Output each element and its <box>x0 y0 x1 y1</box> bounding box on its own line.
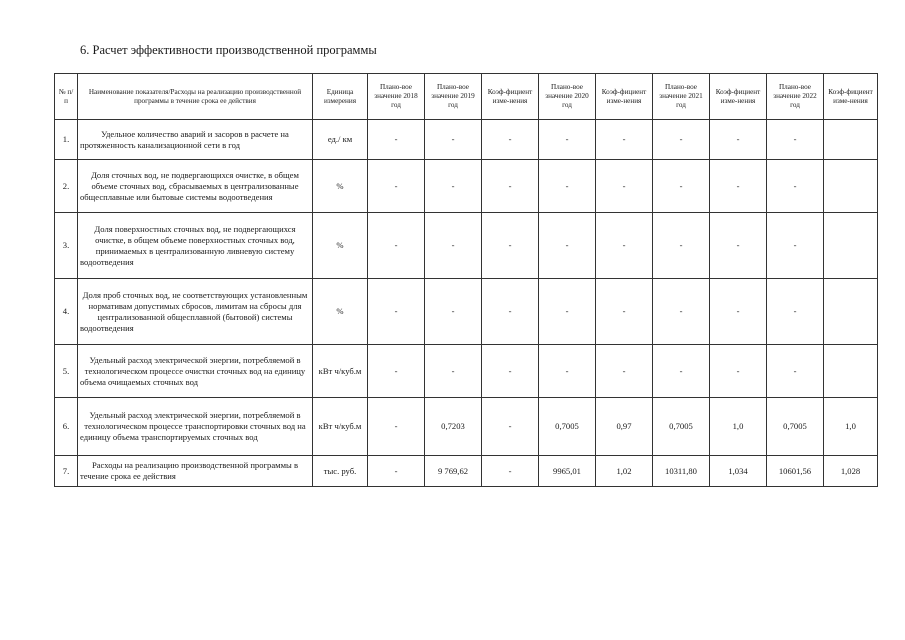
coef-2021-cell: - <box>710 279 767 345</box>
unit-cell: % <box>313 279 368 345</box>
plan-2022-cell: 0,7005 <box>767 398 824 456</box>
coef-2020-cell: - <box>596 279 653 345</box>
coef-2019-cell: - <box>482 160 539 213</box>
plan-2022-cell: - <box>767 120 824 160</box>
col-header-unit: Единица измерения <box>313 74 368 120</box>
coef-2022-cell: 1,0 <box>824 398 878 456</box>
section-title: 6. Расчет эффективности производственной программы <box>80 43 377 57</box>
plan-2018-cell: - <box>368 345 425 398</box>
plan-2021-cell: - <box>653 160 710 213</box>
col-header-name: Наименование показателя/Расходы на реализацию производственной программы в течение срока ее действия <box>78 74 313 120</box>
row-number: 2. <box>55 160 78 213</box>
plan-2022-cell: - <box>767 279 824 345</box>
plan-2020-cell: 0,7005 <box>539 398 596 456</box>
col-header-coef-2021: Коэф-фициент изме-нения <box>710 74 767 120</box>
coef-2019-cell: - <box>482 398 539 456</box>
coef-2022-cell <box>824 213 878 279</box>
indicator-name: Доля сточных вод, не подвергающихся очистке, в общем объеме сточных вод, сбрасываемых в централизованные общесплавные или бытовые системы водоотведения <box>78 160 313 213</box>
efficiency-table <box>54 73 878 487</box>
indicator-name: Удельный расход электрической энергии, потребляемой в технологическом процессе транспортировки сточных вод на единицу объема транспортируемых сточных вод <box>78 398 313 456</box>
coef-2019-cell: - <box>482 213 539 279</box>
plan-2019-cell: - <box>425 120 482 160</box>
plan-2018-cell: - <box>368 160 425 213</box>
table-row <box>55 456 878 487</box>
col-header-plan-2020: Плано-вое значение 2020 год <box>539 74 596 120</box>
plan-2018-cell: - <box>368 398 425 456</box>
unit-cell: % <box>313 160 368 213</box>
table-row <box>55 279 878 345</box>
table-row <box>55 398 878 456</box>
coef-2020-cell: 0,97 <box>596 398 653 456</box>
plan-2020-cell: - <box>539 213 596 279</box>
row-number: 4. <box>55 279 78 345</box>
coef-2022-cell <box>824 345 878 398</box>
row-number: 3. <box>55 213 78 279</box>
plan-2018-cell: - <box>368 456 425 487</box>
plan-2021-cell: - <box>653 279 710 345</box>
coef-2022-cell: 1,028 <box>824 456 878 487</box>
coef-2022-cell <box>824 279 878 345</box>
coef-2020-cell: - <box>596 120 653 160</box>
plan-2019-cell: - <box>425 279 482 345</box>
indicator-name: Доля поверхностных сточных вод, не подвергающихся очистке, в общем объеме поверхностных сточных вод, принимаемых в централизованную ливневую систему водоотведения <box>78 213 313 279</box>
coef-2021-cell: - <box>710 213 767 279</box>
indicator-name: Удельное количество аварий и засоров в расчете на протяженность канализационной сети в год <box>78 120 313 160</box>
coef-2020-cell: - <box>596 160 653 213</box>
plan-2022-cell: - <box>767 213 824 279</box>
plan-2022-cell: 10601,56 <box>767 456 824 487</box>
plan-2021-cell: - <box>653 120 710 160</box>
table-row <box>55 345 878 398</box>
col-header-plan-2019: Плано-вое значение 2019 год <box>425 74 482 120</box>
coef-2022-cell <box>824 120 878 160</box>
col-header-plan-2021: Плано-вое значение 2021 год <box>653 74 710 120</box>
unit-cell: кВт ч/куб.м <box>313 345 368 398</box>
plan-2019-cell: 0,7203 <box>425 398 482 456</box>
plan-2022-cell: - <box>767 345 824 398</box>
col-header-coef-2020: Коэф-фициент изме-нения <box>596 74 653 120</box>
coef-2022-cell <box>824 160 878 213</box>
plan-2018-cell: - <box>368 120 425 160</box>
coef-2021-cell: 1,034 <box>710 456 767 487</box>
table-row <box>55 120 878 160</box>
row-number: 5. <box>55 345 78 398</box>
plan-2021-cell: 10311,80 <box>653 456 710 487</box>
plan-2019-cell: - <box>425 160 482 213</box>
coef-2019-cell: - <box>482 120 539 160</box>
unit-cell: % <box>313 213 368 279</box>
coef-2021-cell: - <box>710 160 767 213</box>
col-header-plan-2022: Плано-вое значение 2022 год <box>767 74 824 120</box>
plan-2018-cell: - <box>368 279 425 345</box>
coef-2019-cell: - <box>482 456 539 487</box>
table-row <box>55 160 878 213</box>
coef-2019-cell: - <box>482 345 539 398</box>
plan-2020-cell: - <box>539 160 596 213</box>
plan-2022-cell: - <box>767 160 824 213</box>
col-header-plan-2018: Плано-вое значение 2018 год <box>368 74 425 120</box>
indicator-name: Расходы на реализацию производственной программы в течение срока ее действия <box>78 456 313 487</box>
col-header-coef-2019: Коэф-фициент изме-нения <box>482 74 539 120</box>
plan-2020-cell: - <box>539 345 596 398</box>
unit-cell: кВт ч/куб.м <box>313 398 368 456</box>
plan-2018-cell: - <box>368 213 425 279</box>
row-number: 6. <box>55 398 78 456</box>
plan-2020-cell: 9965,01 <box>539 456 596 487</box>
plan-2019-cell: - <box>425 213 482 279</box>
header-row <box>55 74 878 120</box>
plan-2021-cell: - <box>653 213 710 279</box>
coef-2021-cell: - <box>710 345 767 398</box>
plan-2021-cell: 0,7005 <box>653 398 710 456</box>
indicator-name: Доля проб сточных вод, не соответствующих установленным нормативам допустимых сбросов, лимитам на сбросы для централизованной общесплавной (бытовой) системы водоотведения <box>78 279 313 345</box>
col-header-num: № п/п <box>55 74 78 120</box>
coef-2020-cell: - <box>596 345 653 398</box>
indicator-name: Удельный расход электрической энергии, потребляемой в технологическом процессе очистки сточных вод на единицу объема очищаемых сточных вод <box>78 345 313 398</box>
coef-2019-cell: - <box>482 279 539 345</box>
coef-2021-cell: 1,0 <box>710 398 767 456</box>
plan-2021-cell: - <box>653 345 710 398</box>
coef-2021-cell: - <box>710 120 767 160</box>
table-row <box>55 213 878 279</box>
plan-2020-cell: - <box>539 279 596 345</box>
row-number: 7. <box>55 456 78 487</box>
coef-2020-cell: 1,02 <box>596 456 653 487</box>
col-header-coef-2022: Коэф-фициент изме-нения <box>824 74 878 120</box>
row-number: 1. <box>55 120 78 160</box>
plan-2019-cell: - <box>425 345 482 398</box>
plan-2019-cell: 9 769,62 <box>425 456 482 487</box>
unit-cell: тыс. руб. <box>313 456 368 487</box>
unit-cell: ед./ км <box>313 120 368 160</box>
plan-2020-cell: - <box>539 120 596 160</box>
coef-2020-cell: - <box>596 213 653 279</box>
